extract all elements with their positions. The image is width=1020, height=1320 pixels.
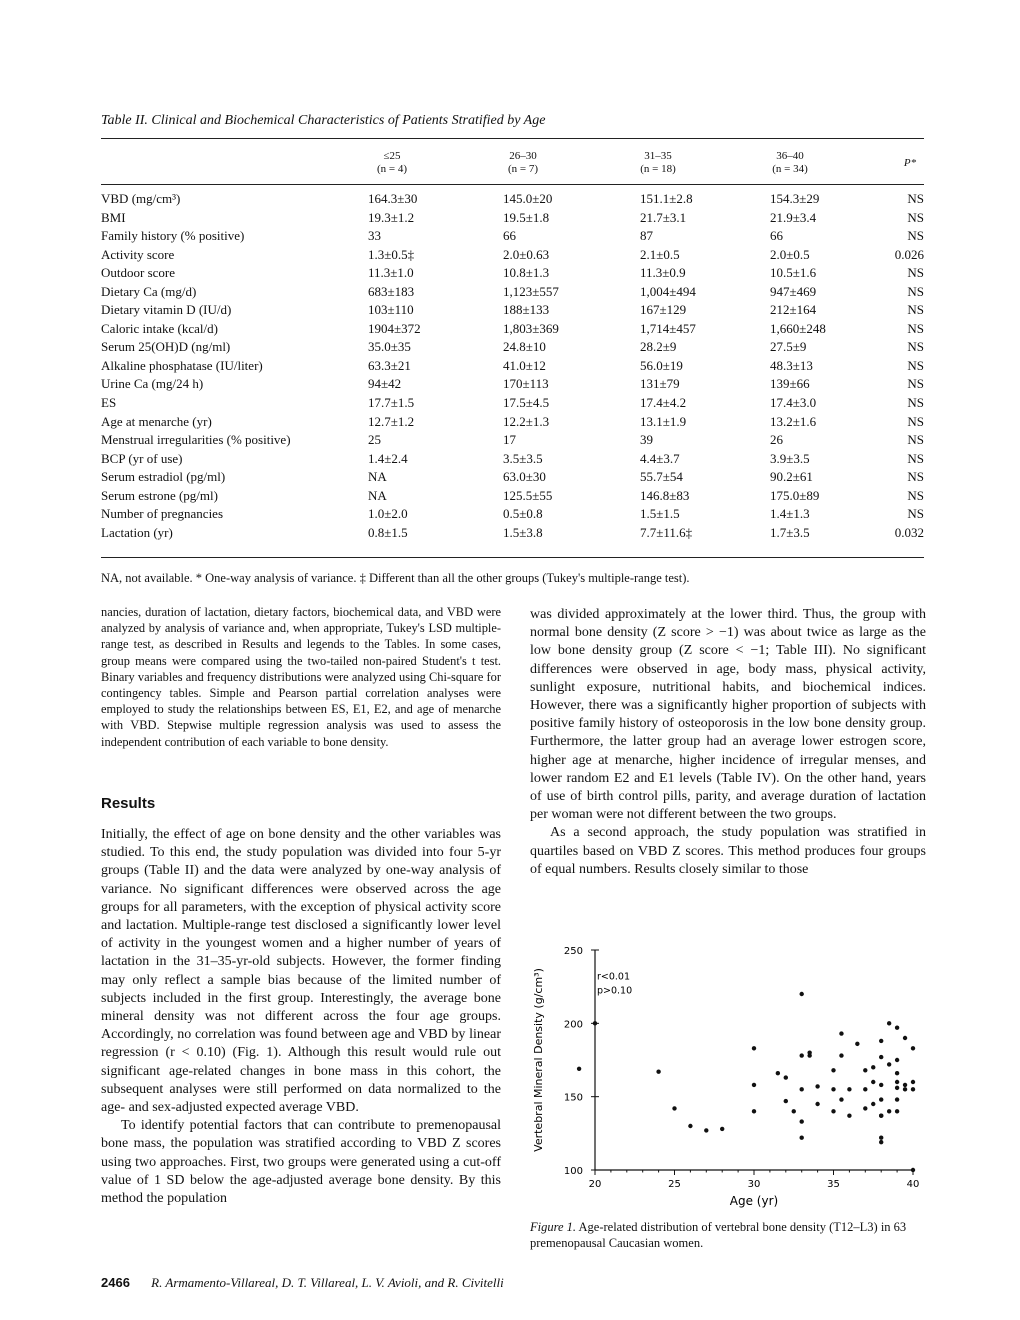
row-value: 41.0±12 (503, 357, 546, 373)
table-row (101, 283, 924, 302)
row-value: 55.7±54 (640, 469, 683, 485)
table-row (101, 301, 924, 320)
right-column (530, 606, 926, 879)
data-point (879, 1136, 883, 1140)
row-value: 13.1±1.9 (640, 413, 687, 429)
x-tick-label: 30 (747, 1179, 761, 1190)
row-p: NS (907, 506, 924, 522)
row-value: 0.8±1.5 (368, 524, 408, 540)
col-header-4: 36–40 (n = 34) (772, 150, 808, 175)
data-point (879, 1114, 883, 1118)
data-point (911, 1168, 915, 1172)
row-label: BMI (101, 209, 126, 225)
y-tick-label: 150 (563, 1092, 583, 1104)
x-axis-label: Age (yr) (729, 1194, 779, 1208)
table-row (101, 468, 924, 487)
data-point (800, 992, 804, 996)
table-header-rule (101, 184, 924, 185)
methods-paragraph: nancies, duration of lactation, dietary factors, biochemical data, and VBD were analyzed by analysis of variance and, when appropriate, Tukey's LSD multiple-range test, as described in Results and legends to the Tables. In some cases, group means were compared using the two-tailed non-paired Student's t test. Binary variables and frequency distributions were analyzed using Chi-square for contingency tables. Simple and Pearson partial correlation analyses were employed to study the relationships between ES, E1, E2, and age of menarche with VBD. Stepwise multiple regression analysis was used to assess the independent contribution of each variable to bone density. (101, 605, 501, 749)
row-value: 125.5±55 (503, 487, 553, 503)
data-point (593, 1021, 597, 1025)
data-table (101, 190, 924, 542)
data-point (752, 1109, 756, 1113)
row-p: NS (907, 209, 924, 225)
row-label: Dietary Ca (mg/d) (101, 283, 197, 299)
data-point (831, 1068, 835, 1072)
row-label: Outdoor score (101, 265, 176, 281)
row-value: 24.8±10 (503, 339, 546, 355)
data-point (688, 1124, 692, 1128)
row-label: Serum estradiol (pg/ml) (101, 469, 226, 485)
row-label: BCP (yr of use) (101, 450, 183, 466)
row-value: 10.5±1.6 (770, 265, 817, 281)
row-p: NS (907, 357, 924, 373)
data-point (831, 1109, 835, 1113)
row-value: 1.3±0.5‡ (368, 246, 415, 262)
table-row (101, 190, 924, 209)
row-value: 3.5±3.5 (503, 450, 543, 466)
col-header-3: 31–35 (n = 18) (640, 150, 676, 175)
data-point (704, 1128, 708, 1132)
data-point (879, 1039, 883, 1043)
data-point (720, 1127, 724, 1131)
data-point (895, 1109, 899, 1113)
row-label: Serum estrone (pg/ml) (101, 487, 218, 503)
row-value: 7.7±11.6‡ (640, 524, 693, 540)
data-point (847, 1114, 851, 1118)
table-top-rule (101, 138, 924, 139)
data-point (895, 1080, 899, 1084)
data-point (887, 1062, 891, 1066)
data-point (577, 1067, 581, 1071)
data-point (903, 1036, 907, 1040)
row-label: Age at menarche (yr) (101, 413, 212, 429)
row-value: 145.0±20 (503, 191, 553, 206)
data-point (911, 1080, 915, 1084)
data-point (887, 1109, 891, 1113)
data-point (871, 1080, 875, 1084)
col-header-2: 26–30 (n = 7) (507, 150, 539, 175)
table-row (101, 524, 924, 543)
row-value: 28.2±9 (640, 339, 677, 355)
right-paragraph-1: was divided approximately at the lower third. Thus, the group with normal bone density (Z score > −1) was about twice as large as the low bone density group (Z score < −1; Table III). No significant differences were observed in age, body mass, physical activity, sunlight exposure, nutritional habits, and biochemical indices. However, there was a significantly higher proportion of subjects with positive family history of osteoporosis in the low bone density group. Furthermore, the latter group had an average lower estrogen score, higher age at menarche, higher incidence of irregular menses, and lower random E2 and E1 levels (Table IV). On the other hand, years of use of birth control pills, parity, and average duration of lactation per woman were not different between the two groups. (530, 607, 926, 823)
data-point (800, 1053, 804, 1057)
y-axis-label: Vertebral Mineral Density (g/cm³) (532, 968, 545, 1152)
row-value: 151.1±2.8 (640, 191, 693, 206)
x-tick-label: 40 (906, 1179, 920, 1190)
data-point (807, 1050, 811, 1054)
data-point (792, 1109, 796, 1113)
row-value: 947±469 (770, 283, 817, 299)
data-point (887, 1021, 891, 1025)
data-point (839, 1031, 843, 1035)
data-point (903, 1083, 907, 1087)
table-footnote: NA, not available. * One-way analysis of variance. ‡ Different than all the other groups (Tukey's multiple-range test). (101, 571, 690, 585)
row-value: NA (368, 487, 387, 503)
row-value: 19.3±1.2 (368, 209, 415, 225)
table-bottom-rule (101, 557, 924, 558)
row-value: 87 (640, 228, 653, 244)
data-point (895, 1097, 899, 1101)
data-point (784, 1075, 788, 1079)
table-row (101, 209, 924, 228)
data-point (871, 1102, 875, 1106)
row-p: NS (907, 450, 924, 466)
row-p: NS (907, 228, 924, 244)
row-p: NS (907, 376, 924, 392)
row-p: NS (907, 432, 924, 448)
data-point (839, 1053, 843, 1057)
row-value: 2.0±0.5 (770, 246, 810, 262)
data-point (871, 1065, 875, 1069)
row-value: 27.5±9 (770, 339, 807, 355)
row-p: 0.026 (894, 246, 924, 262)
table-row (101, 375, 924, 394)
row-value: 48.3±13 (770, 357, 813, 373)
row-value: 11.3±0.9 (640, 265, 686, 281)
data-point (800, 1087, 804, 1091)
row-value: 63.0±30 (503, 469, 546, 485)
left-column-results (101, 826, 501, 1208)
x-tick-label: 35 (827, 1179, 840, 1190)
row-value: 39 (640, 432, 653, 448)
row-value: 17.4±3.0 (770, 395, 817, 411)
table-row (101, 505, 924, 524)
chart-points (577, 992, 915, 1172)
data-point (895, 1026, 899, 1030)
row-value: 17.4±4.2 (640, 395, 687, 411)
row-value: 1.5±1.5 (640, 506, 680, 522)
p-header: P* (903, 157, 917, 169)
row-value: 212±164 (770, 302, 817, 318)
row-value: 170±113 (503, 376, 549, 392)
data-point (656, 1070, 660, 1074)
row-value: 21.9±3.4 (770, 209, 817, 225)
row-value: 683±183 (368, 283, 415, 299)
row-value: 56.0±19 (640, 357, 683, 373)
row-value: 66 (503, 228, 516, 244)
data-point (800, 1119, 804, 1123)
page-number: 2466 (101, 1275, 130, 1290)
results-heading: Results (101, 795, 156, 812)
data-point (752, 1083, 756, 1087)
results-paragraph-1: Initially, the effect of age on bone density and the other variables was studied. To this end, the study population was divided into four 5-yr groups (Table II) and the data were analyzed by one-way analysis of variance. No significant differences were observed across the age groups for all parameters, with the exception of physical activity score and lactation. Multiple-range test disclosed a significantly lower level of activity in the youngest women and a higher number of years of lactation in the 31–35-yr-old subjects. However, the former finding may only reflect a sample bias because of the limited number of subjects included in the first group. Interestingly, the average bone mineral density was not different across the four age groups. Accordingly, no correlation was found between age and VBD by linear regression (r < 0.10) (Fig. 1). Although this result would rule out significant age-related changes in bone mass in this cohort, the subsequent analyses were still performed on data normalized to the age- and sex-adjusted expected average VBD. (101, 827, 501, 1116)
row-label: Number of pregnancies (101, 506, 224, 522)
data-point (911, 1046, 915, 1050)
data-point (863, 1087, 867, 1091)
data-point (895, 1086, 899, 1090)
results-paragraph-2: To identify potential factors that can contribute to premenopausal bone mass, the population was stratified according to VBD Z scores using two approaches. First, two groups were generated using a cut-off value of 1 SD below the age-adjusted average bone density. By this method the population (101, 1118, 501, 1207)
data-point (831, 1087, 835, 1091)
table-row (101, 320, 924, 339)
row-value: 12.2±1.3 (503, 413, 550, 429)
row-value: 1,123±557 (503, 283, 559, 299)
row-value: 1.5±3.8 (503, 524, 543, 540)
table-row (101, 264, 924, 283)
data-point (911, 1087, 915, 1091)
row-value: 164.3±30 (368, 191, 418, 206)
row-value: 0.5±0.8 (503, 506, 543, 522)
row-p: NS (907, 487, 924, 503)
row-value: 154.3±29 (770, 191, 820, 206)
table-row (101, 246, 924, 265)
row-value: 1.0±2.0 (368, 506, 408, 522)
left-column-methods (101, 604, 501, 750)
row-label: VBD (mg/cm³) (101, 191, 181, 206)
row-value: 131±79 (640, 376, 680, 392)
right-paragraph-2: As a second approach, the study population was stratified in quartiles based on VBD Z scores. This method produces four groups of equal numbers. Results closely similar to those (530, 825, 926, 877)
row-label: ES (101, 395, 117, 411)
row-value: 10.8±1.3 (503, 265, 550, 281)
row-value: NA (368, 469, 387, 485)
row-value: 2.1±0.5 (640, 246, 680, 262)
table-row (101, 413, 924, 432)
data-point (895, 1071, 899, 1075)
row-value: 17.7±1.5 (368, 395, 415, 411)
x-tick-label: 20 (588, 1179, 602, 1190)
data-point (815, 1102, 819, 1106)
row-label: Lactation (yr) (101, 524, 173, 540)
data-point (863, 1106, 867, 1110)
row-label: Activity score (101, 246, 175, 262)
col-header-1: ≤25 (n = 4) (376, 150, 408, 175)
row-value: 94±42 (368, 376, 402, 392)
data-point (903, 1087, 907, 1091)
row-p: NS (907, 339, 924, 355)
row-value: 3.9±3.5 (770, 450, 810, 466)
data-point (895, 1058, 899, 1062)
row-value: 1.7±3.5 (770, 524, 810, 540)
page-footer (101, 1275, 504, 1291)
x-tick-label: 25 (668, 1179, 681, 1190)
table-row (101, 338, 924, 357)
data-point (784, 1099, 788, 1103)
data-point (863, 1068, 867, 1072)
row-value: 11.3±1.0 (368, 265, 414, 281)
y-tick-label: 100 (563, 1166, 583, 1177)
data-point (879, 1097, 883, 1101)
row-value: 17.5±4.5 (503, 395, 550, 411)
figure-caption: Figure 1. Age-related distribution of vertebral bone density (T12–L3) in 63 premenopausal Caucasian women. (530, 1220, 907, 1250)
row-value: 146.8±83 (640, 487, 690, 503)
row-value: 66 (770, 228, 783, 244)
row-p: NS (907, 191, 924, 206)
row-p: 0.032 (894, 524, 924, 540)
row-label: Family history (% positive) (101, 228, 245, 244)
figure-1-scatter (520, 940, 930, 1210)
row-label: Urine Ca (mg/24 h) (101, 376, 204, 392)
table-row (101, 357, 924, 376)
row-p: NS (907, 413, 924, 429)
data-point (879, 1083, 883, 1087)
row-value: 167±129 (640, 302, 687, 318)
chart-annotation: p>0.10 (597, 985, 633, 997)
row-value: 12.7±1.2 (368, 413, 415, 429)
row-value: 2.0±0.63 (503, 246, 550, 262)
data-point (776, 1071, 780, 1075)
row-value: 4.4±3.7 (640, 450, 680, 466)
row-value: 13.2±1.6 (770, 413, 817, 429)
row-value: 90.2±61 (770, 469, 813, 485)
row-value: 103±110 (368, 302, 414, 318)
row-p: NS (907, 395, 924, 411)
row-label: Alkaline phosphatase (IU/liter) (101, 357, 263, 373)
row-value: 21.7±3.1 (640, 209, 687, 225)
row-value: 19.5±1.8 (503, 209, 550, 225)
row-value: 1,714±457 (640, 320, 696, 336)
row-label: Menstrual irregularities (% positive) (101, 432, 291, 448)
row-value: 188±133 (503, 302, 550, 318)
table-row (101, 487, 924, 506)
row-value: 33 (368, 228, 381, 244)
row-p: NS (907, 302, 924, 318)
table-row (101, 431, 924, 450)
data-point (839, 1097, 843, 1101)
row-label: Dietary vitamin D (IU/d) (101, 302, 232, 318)
row-value: 175.0±89 (770, 487, 820, 503)
row-value: 17 (503, 432, 516, 448)
row-label: Caloric intake (kcal/d) (101, 320, 218, 336)
row-label: Serum 25(OH)D (ng/ml) (101, 339, 231, 355)
table-caption: Table II. Clinical and Biochemical Characteristics of Patients Stratified by Age (101, 113, 546, 128)
y-tick-label: 200 (563, 1019, 583, 1031)
data-point (847, 1087, 851, 1091)
data-point (815, 1084, 819, 1088)
row-value: 1.4±2.4 (368, 450, 408, 466)
data-point (752, 1046, 756, 1050)
table-row (101, 394, 924, 413)
row-value: 1,803±369 (503, 320, 559, 336)
row-value: 1,660±248 (770, 320, 826, 336)
footer-authors: R. Armamento-Villareal, D. T. Villareal, L. V. Avioli, and R. Civitelli (151, 1275, 504, 1290)
data-point (672, 1106, 676, 1110)
row-value: 35.0±35 (368, 339, 411, 355)
row-p: NS (907, 469, 924, 485)
data-point (855, 1042, 859, 1046)
row-p: NS (907, 320, 924, 336)
chart-annotation: r<0.01 (597, 971, 631, 983)
row-value: 1904±372 (368, 320, 421, 336)
y-tick-label: 250 (563, 946, 583, 957)
row-value: 1,004±494 (640, 283, 696, 299)
data-point (879, 1055, 883, 1059)
row-value: 63.3±21 (368, 357, 411, 373)
data-point (800, 1136, 804, 1140)
row-value: 26 (770, 432, 783, 448)
row-value: 139±66 (770, 376, 810, 392)
row-p: NS (907, 265, 924, 281)
table-row (101, 227, 924, 246)
row-p: NS (907, 283, 924, 299)
table-row (101, 450, 924, 469)
row-value: 1.4±1.3 (770, 506, 810, 522)
chart-axes (532, 946, 919, 1208)
row-value: 25 (368, 432, 381, 448)
data-point (879, 1140, 883, 1144)
